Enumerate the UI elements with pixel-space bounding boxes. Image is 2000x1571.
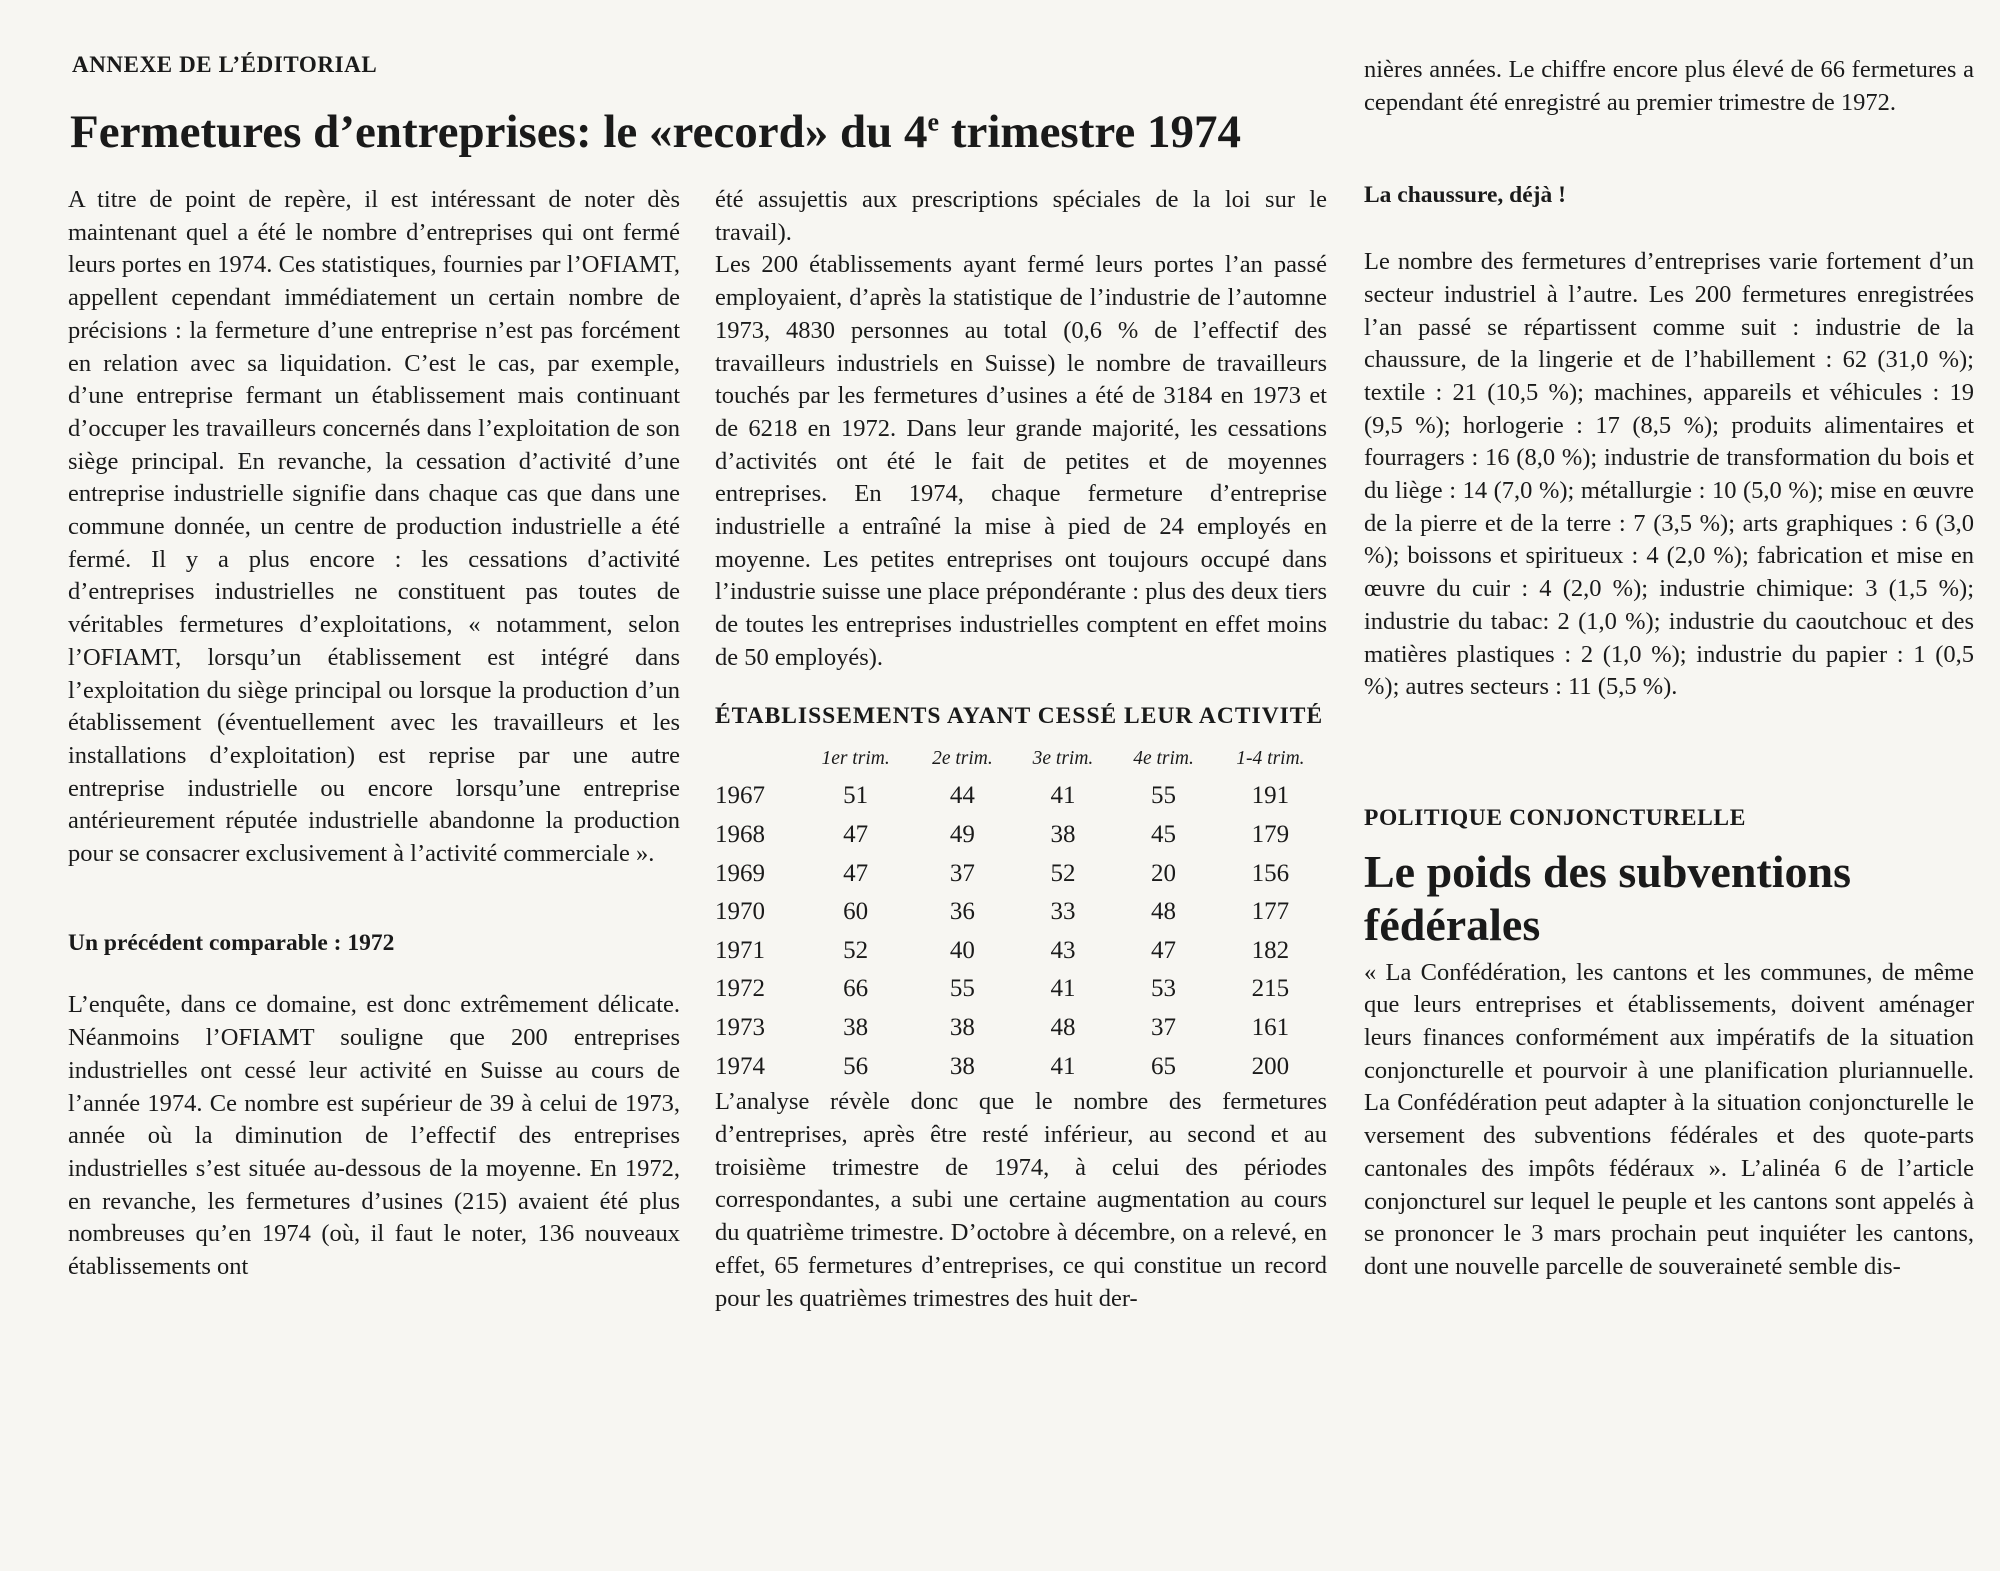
table-row [715, 778, 1327, 817]
table-cell: 156 [1251, 859, 1290, 887]
paragraph: L’analyse révèle donc que le nombre des fermetures d’entreprises, après être resté inférieur, au second et au troisième trimestre de 1974, à celui des périodes correspondantes, a subi une certaine augmentation au cours du quatrième trimestre. D’octobre à décembre, on a relevé, en effet, 65 fermetures d’entreprises, ce qui constitue un record pour les quatrièmes trimestres des huit der- [715, 1088, 1327, 1312]
page-headline [70, 104, 1340, 160]
table-cell: 41 [1050, 782, 1076, 810]
headline-main: Fermetures d’entreprises: le «record» du 4 [70, 106, 928, 158]
table-cell: 65 [1151, 1052, 1177, 1080]
table-cell: 55 [949, 975, 975, 1003]
table-year-cell: 1972 [715, 975, 765, 1003]
table-column-header: 1-4 trim. [1236, 748, 1305, 770]
table-cell: 56 [843, 1052, 869, 1080]
paragraph: nières années. Le chiffre encore plus élevé de 66 fermetures a cependant été enregistré au premier trimestre de 1972. [1364, 56, 1974, 116]
table-cell: 36 [949, 898, 975, 926]
table-row [715, 1048, 1327, 1087]
table-cell: 200 [1251, 1052, 1290, 1080]
section-title: Le poids des subventions fédérales [1364, 845, 1851, 950]
paragraph: A titre de point de repère, il est intéressant de noter dès maintenant quel a été le nombre d’entreprises qui ont fermé leurs portes en 1974. Ces statistiques, fournies par l’OFIAMT, appellent cependant immédiatement un certain nombre de précisions : la fermeture d’une entreprise n’est pas forcément en relation avec sa liquidation. C’est le cas, par exemple, d’une entreprise fermant un établissement mais continuant d’occuper les travailleurs concernés dans l’exploitation de son siège principal. En revanche, la cessation d’activité d’une entreprise industrielle signifie dans chaque cas que dans une commune donnée, un centre de production industrielle a été fermé. Il y a plus encore : les cessations d’activité d’entreprises industrielles ne constituent pas toutes de véritables fermetures d’exploitations, « notamment, selon l’OFIAMT, lorsqu’un établissement est intégré dans l’exploitation du siège principal ou lorsque la production d’un établissement (éventuellement avec les travailleurs et les installations d’exploitation) est reprise par une autre entreprise industrielle ou encore lorsqu’une entreprise antérieurement réputée industrielle abandonne la production pour se consacrer exclusivement à l’activité commerciale ». [68, 186, 680, 868]
table-row [715, 855, 1327, 894]
table-cell: 40 [949, 936, 975, 964]
table-cell: 161 [1251, 1014, 1290, 1042]
table-column-header: 2e trim. [932, 748, 993, 770]
table-title: ÉTABLISSEMENTS AYANT CESSÉ LEUR ACTIVITÉ [715, 702, 1324, 729]
table-cell: 38 [843, 1014, 869, 1042]
table-cell: 49 [949, 821, 975, 849]
table-year-cell: 1974 [715, 1052, 765, 1080]
table-cell: 38 [949, 1052, 975, 1080]
table-row [715, 1009, 1327, 1048]
table-column-header [715, 742, 799, 778]
closures-table [715, 742, 1327, 1087]
table-cell: 48 [1050, 1014, 1076, 1042]
table-cell: 47 [1151, 936, 1177, 964]
table-row [715, 932, 1327, 971]
table-cell: 60 [843, 898, 869, 926]
table-cell: 215 [1251, 975, 1290, 1003]
table-row [715, 893, 1327, 932]
table-cell: 66 [843, 975, 869, 1003]
table-column-header: 4e trim. [1133, 748, 1194, 770]
headline-end: trimestre 1974 [939, 106, 1241, 158]
table-cell: 47 [843, 859, 869, 887]
table-cell: 55 [1151, 782, 1177, 810]
paragraph: « La Confédération, les cantons et les communes, de même que leurs entreprises et établissements, doivent aménager leurs finances conformément aux impératifs de la situation conjoncturelle et pourvoir à une planification pluriannuelle. La Confédération peut adapter à la situation conjoncturelle le versement des subventions fédérales et des quote-parts cantonales des impôts fédéraux ». L’alinéa 6 de l’article conjoncturel sur lequel le peuple et les cantons sont appelés à se prononcer le 3 mars prochain peut inquiéter les cantons, dont une nouvelle parcelle de souveraineté semble dis- [1364, 958, 1974, 1280]
headline-superscript: e [927, 107, 940, 137]
paragraph: été assujettis aux prescriptions spéciales de la loi sur le travail). [715, 186, 1327, 246]
table-header-row [715, 742, 1327, 778]
section-kicker: ANNEXE DE L’ÉDITORIAL [72, 52, 378, 77]
table-body [715, 778, 1327, 1087]
table-row [715, 816, 1327, 855]
table-year-cell: 1970 [715, 898, 765, 926]
subheading: Un précédent comparable : 1972 [68, 929, 395, 956]
table-cell: 48 [1151, 898, 1177, 926]
table-year-cell: 1968 [715, 821, 765, 849]
table-cell: 43 [1050, 936, 1076, 964]
table-cell: 182 [1251, 936, 1290, 964]
table-year-cell: 1969 [715, 859, 765, 887]
table-cell: 37 [949, 859, 975, 887]
table-cell: 44 [949, 782, 975, 810]
table-cell: 191 [1251, 782, 1290, 810]
table-cell: 52 [843, 936, 869, 964]
table-cell: 41 [1050, 975, 1076, 1003]
table-year-cell: 1973 [715, 1014, 765, 1042]
table-cell: 37 [1151, 1014, 1177, 1042]
table-column-header: 3e trim. [1032, 748, 1094, 770]
paragraph: L’enquête, dans ce domaine, est donc extrêmement délicate. Néanmoins l’OFIAMT souligne que 200 entreprises industrielles ont cessé leur activité en Suisse au cours de l’année 1974. Ce nombre est supérieur de 39 à celui de 1973, année où la diminution de l’effectif des entreprises industrielles s’est située au-dessous de la moyenne. En 1972, en revanche, les fermetures d’usines (215) avaient été plus nombreuses qu’en 1974 (où, il faut le noter, 136 nouveaux établissements ont [68, 991, 680, 1281]
table-cell: 51 [843, 782, 869, 810]
table-cell: 47 [843, 821, 869, 849]
table-year-cell: 1967 [715, 782, 765, 810]
article-column-2 [715, 184, 1327, 1315]
table-cell: 38 [949, 1014, 975, 1042]
subheading: La chaussure, déjà ! [1364, 182, 1566, 209]
table-column-header: 1er trim. [821, 748, 890, 770]
table-cell: 52 [1050, 859, 1076, 887]
table-cell: 33 [1050, 898, 1076, 926]
section-kicker: POLITIQUE CONJONCTURELLE [1364, 804, 1746, 831]
table-cell: 38 [1050, 821, 1076, 849]
paragraph: Les 200 établissements ayant fermé leurs portes l’an passé employaient, d’après la statistique de l’industrie de l’automne 1973, 4830 personnes au total (0,6 % de l’effectif des travailleurs industriels en Suisse) le nombre de travailleurs touchés par les fermetures d’usines a été de 3184 en 1973 et de 6218 en 1972. Dans leur grande majorité, les cessations d’activités ont été le fait de petites et de moyennes entreprises. En 1974, chaque fermeture d’entreprise industrielle a entraîné la mise à pied de 24 employés en moyenne. Les petites entreprises ont toujours occupé dans l’industrie suisse une place prépondérante : plus des deux tiers de toutes les entreprises industrielles comptent en effet moins de 50 employés). [715, 251, 1327, 671]
table-cell: 179 [1251, 821, 1290, 849]
table-cell: 20 [1151, 859, 1177, 887]
article-column-3 [1364, 54, 1974, 1284]
paragraph: Le nombre des fermetures d’entreprises varie fortement d’un secteur industriel à l’autre. Les 200 fermetures enregistrées l’an passé se répartissent comme suit : industrie de la chaussure, de la lingerie et de l’habillement : 62 (31,0 %); textile : 21 (10,5 %); machines, appareils et véhicules : 19 (9,5 %); horlogerie : 17 (8,5 %); produits alimentaires et fourragers : 16 (8,0 %); industrie de transformation du bois et du liège : 14 (7,0 %); métallurgie : 10 (5,0 %); mise en œuvre de la pierre et de la terre : 7 (3,5 %); arts graphiques : 6 (3,0 %); boissons et spiritueux : 4 (2,0 %); fabrication et mise en œuvre du cuir : 4 (2,0 %); industrie chimique: 3 (1,5 %); industrie du tabac: 2 (1,0 %); industrie du caoutchouc et des matières plastiques : 2 (1,0 %); industrie du papier : 1 (0,5 %); autres secteurs : 11 (5,5 %). [1364, 248, 1974, 701]
table-cell: 177 [1251, 898, 1290, 926]
table-row [715, 971, 1327, 1010]
table-cell: 53 [1151, 975, 1177, 1003]
table-cell: 45 [1151, 821, 1177, 849]
article-column-1 [68, 184, 680, 1284]
table-cell: 41 [1050, 1052, 1076, 1080]
table-year-cell: 1971 [715, 936, 765, 964]
